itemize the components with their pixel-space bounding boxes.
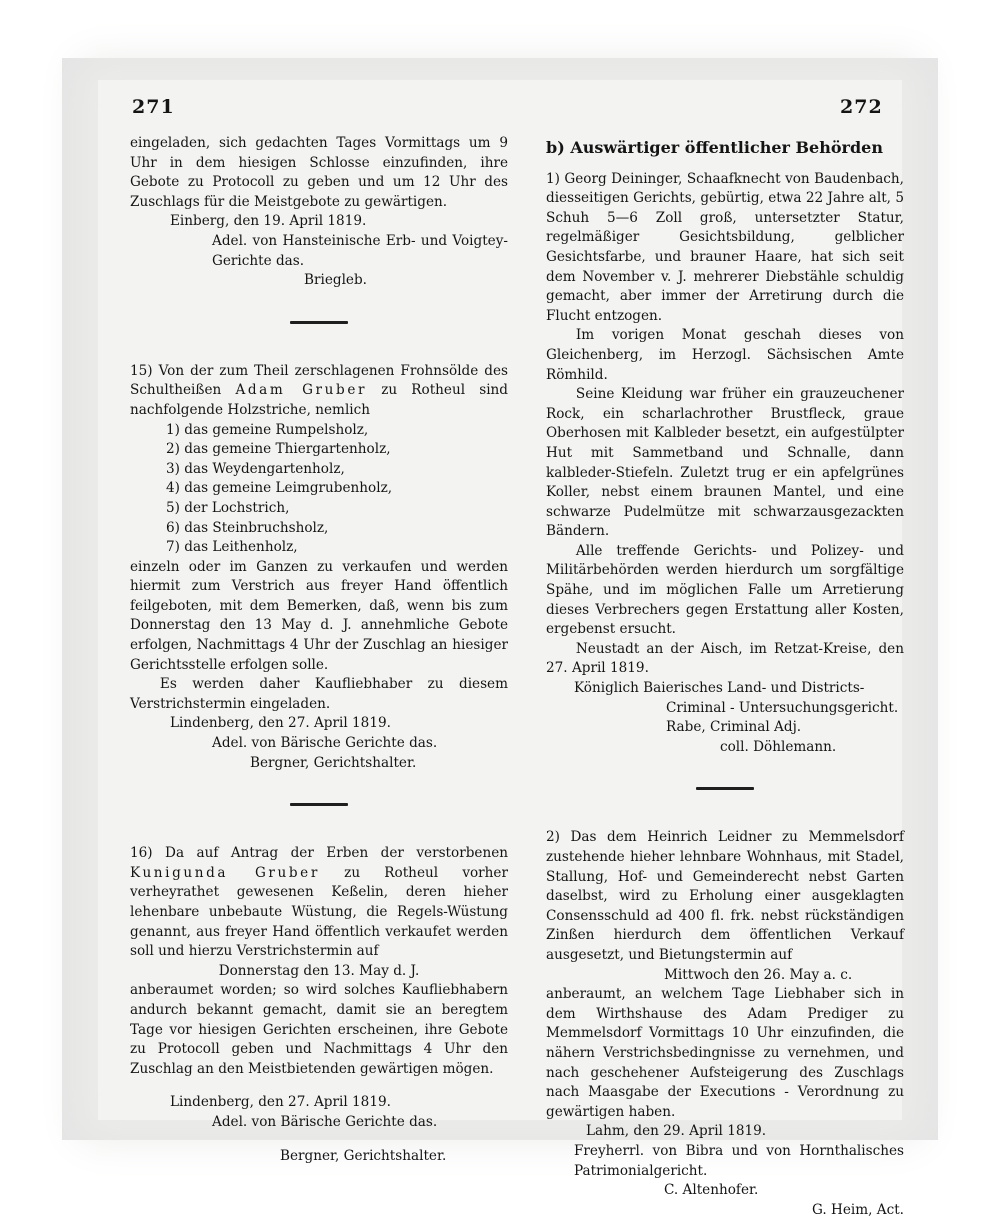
notice-1-date: Neustadt an der Aisch, im Retzat-Kreise, den 27. April 1819.	[546, 640, 904, 677]
divider	[290, 803, 348, 806]
notice-2-signer-2: G. Heim, Act.	[811, 1201, 904, 1218]
notice-15-body2: Es werden daher Kaufliebhaber zu diesem Verstrichstermin eingeladen.	[130, 676, 508, 712]
woodland-list	[166, 421, 508, 558]
notice-2-office: Freyherrl. von Bibra und von Hornthalisches Patrimonialgericht.	[574, 1142, 904, 1179]
notice-15-lead	[130, 362, 508, 421]
notice-15-signer: Bergner, Gerichtshalter.	[250, 754, 417, 771]
notice-1-signer-1: Rabe, Criminal Adj.	[666, 719, 802, 736]
list-item: 4) das gemeine Leimgrubenholz,	[166, 480, 393, 497]
notice-15-name: Adam Gruber	[235, 382, 368, 399]
notice-1-p2: Im vorigen Monat geschah dieses von Gleichenberg, im Herzogl. Sächsischen Amte Römhild.	[546, 327, 904, 383]
list-item: 3) das Weydengartenholz,	[166, 460, 345, 477]
list-item: 1) das gemeine Rumpelsholz,	[166, 421, 369, 438]
notice-2-date: Lahm, den 29. April 1819.	[586, 1123, 767, 1140]
list-item: 6) das Steinbruchsholz,	[166, 519, 329, 536]
notice-16-body2: anberaumet worden; so wird solches Kaufliebhabern andurch bekannt gemacht, damit sie an beregtem Tage vor hiesigen Gerichten erscheinen, ihre Gebote zu Protocoll geben und Nachmittags 4 Uhr den Zuschlag an den Meistbietenden gewärtigen mögen.	[130, 982, 508, 1077]
intro-signer: Briegleb.	[304, 272, 367, 289]
spacer	[130, 1133, 508, 1147]
notice-1-office-2: Criminal - Untersuchungsgericht.	[666, 699, 899, 716]
notice-1-p3: Seine Kleidung war früher ein grauzeuchener Rock, ein scharlachrother Brustfleck, graue Oberhosen mit Kalbleder besetzt, ein aufgestülpter Hut mit Sammetband und Schnalle, dann kalbleder-Stiefeln. Zuletzt trug er ein apfelgrünes Koller, nebst einem braunen Mantel, und eine schwarze Pudelmütze mit schwarzausgezackten Bändern.	[546, 386, 904, 540]
notice-15-body: einzeln oder im Ganzen zu verkaufen und werden hiermit zum Verstrich aus freyer Hand öffentlich feilgeboten, mit dem Bemerken, daß, wenn bis zum Donnerstag den 13 May d. J. annehmliche Gebote erfolgen, Nachmittags 4 Uhr der Zuschlag an hiesiger Gerichtsstelle erfolgen solle.	[130, 558, 508, 673]
intro-date: Einberg, den 19. April 1819.	[170, 213, 367, 230]
list-item: 2) das gemeine Thiergartenholz,	[166, 441, 391, 458]
notice-16-office: Adel. von Bärische Gerichte das.	[212, 1113, 438, 1130]
right-column	[546, 134, 904, 1220]
intro-office: Adel. von Hansteinische Erb- und Voigtey-Gerichte das.	[212, 232, 508, 269]
spacer	[130, 1079, 508, 1093]
notice-1-office-1: Königlich Baierisches Land- und Districts-	[574, 680, 865, 697]
divider	[696, 787, 754, 790]
notice-2-signer-1: C. Altenhofer.	[664, 1182, 759, 1199]
divider	[290, 321, 348, 324]
notice-1-p4: Alle treffende Gerichts- und Polizey- und Militärbehörden werden hierdurch um sorgfältige Spähe, und im möglichen Falle um Arretierung dieses Verbrechers gegen Erstattung aller Kosten, ergebenst ersucht.	[546, 542, 904, 638]
notice-16-lead	[130, 844, 508, 962]
notice-15-date: Lindenberg, den 27. April 1819.	[170, 715, 391, 732]
intro-paragraph: eingeladen, sich gedachten Tages Vormittags um 9 Uhr in dem hiesigen Schlosse einzufinden, ihre Gebote zu Protocoll zu geben und um 12 Uhr des Zuschlags für die Meistgebote zu gewärtigen.	[130, 135, 508, 210]
notice-16-date: Lindenberg, den 27. April 1819.	[170, 1094, 391, 1111]
notice-16-name: Kunigunda Gruber	[130, 864, 320, 881]
notice-1-lead: 1) Georg Deininger, Schaafknecht von Baudenbach, diesseitigen Gerichts, gebürtig, etwa 22 Jahre alt, 5 Schuh 5—6 Zoll groß, untersetzter Statur, regelmäßiger Gesichtsbildung, gelblicher Gesichtsfarbe, und brauner Haare, hat sich seit dem November v. J. mehrerer Diebstähle schuldig gemacht, aber immer der Arretirung durch die Flucht entzogen.	[546, 170, 904, 324]
notice-15-lead-text: 15) Von der zum Theil zerschlagenen Frohnsölde des Schultheißen	[130, 362, 508, 399]
notice-16-date-line: Donnerstag den 13. May d. J.	[218, 962, 420, 979]
notice-16-signer: Bergner, Gerichtshalter.	[280, 1147, 447, 1164]
notice-2-date-line: Mittwoch den 26. May a. c.	[664, 966, 853, 983]
list-item: 5) der Lochstrich,	[166, 499, 290, 516]
page-number-right: 272	[840, 96, 883, 118]
notice-1-signer-2: coll. Döhlemann.	[720, 738, 837, 755]
notice-15-office: Adel. von Bärische Gerichte das.	[212, 735, 438, 752]
page-number-left: 271	[132, 96, 175, 118]
notice-16-lead-text: 16) Da auf Antrag der Erben der verstorbenen	[130, 845, 508, 862]
notice-2-lead: 2) Das dem Heinrich Leidner zu Memmelsdorf zustehende hieher lehnbare Wohnhaus, mit Stadel, Stallung, Hof- und Gemeinderecht nebst Garten daselbst, wird zu Erholung einer ausgeklagten Consensschuld ad 400 fl. frk. nebst rückständigen Zinßen hierdurch dem öffentlichen Verkauf ausgesetzt, und Bietungstermin auf	[546, 829, 904, 963]
list-item: 7) das Leithenholz,	[166, 539, 298, 556]
left-column	[130, 134, 508, 1166]
section-heading: b) Auswärtiger öffentlicher Behörden	[546, 138, 883, 157]
notice-15-lead-tail: zu Rotheul sind nachfolgende Holzstriche, nemlich	[130, 382, 508, 418]
notice-2-body: anberaumt, an welchem Tage Liebhaber sich in dem Wirthshause des Adam Prediger zu Memmelsdorf Vormittags 10 Uhr einzufinden, die nähern Verstrichsbedingnisse zu vernehmen, und nach geschehener Aufsteigerung des Zuschlags nach Maasgabe der Executions - Verordnung zu gewärtigen haben.	[546, 986, 904, 1120]
notice-16-body: zu Rotheul vorher verheyrathet gewesenen Keßelin, deren hieher lehenbare unbebaute Wüstung, die Regels-Wüstung genannt, aus freyer Hand öffentlich verkaufet werden soll und hierzu Verstrichstermin auf	[130, 864, 508, 960]
